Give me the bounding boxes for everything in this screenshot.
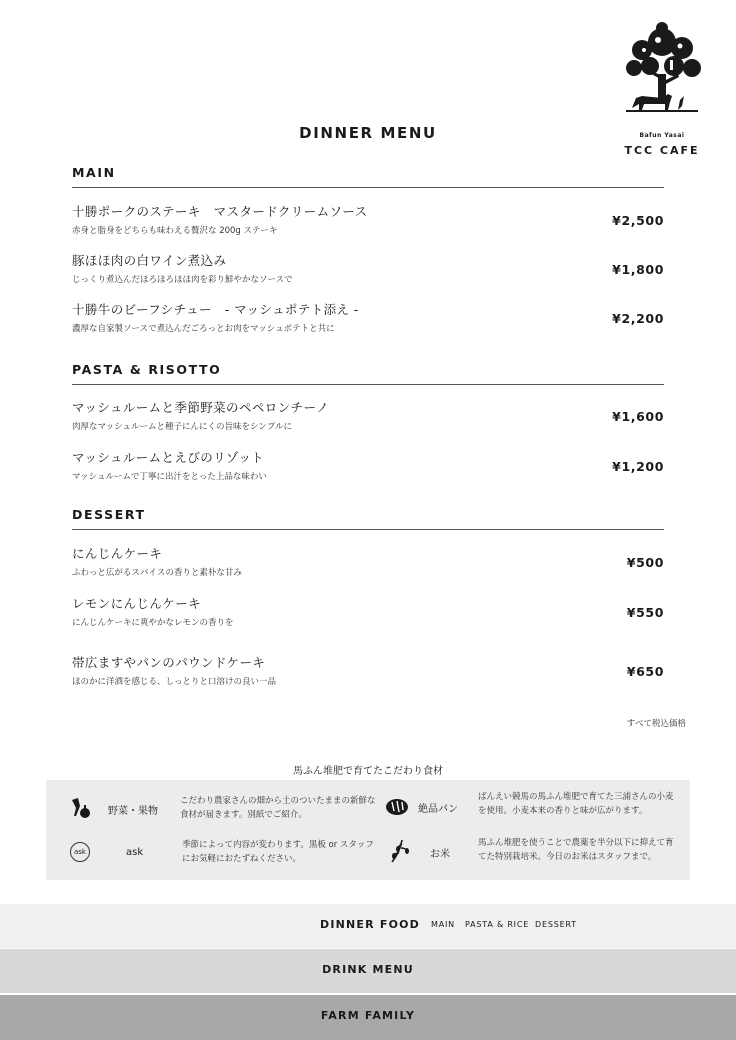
item-desc: じっくり煮込んだほろほろほほ肉を彩り鮮やかなソースで: [72, 275, 293, 285]
farm-label: 野菜・果物: [108, 806, 158, 817]
menu-item: [72, 398, 664, 438]
nav-farm-family-label[interactable]: FARM FAMILY: [320, 1009, 416, 1022]
item-price: ¥650: [626, 664, 664, 679]
item-desc: にんじんケーキに爽やかなレモンの香りを: [72, 618, 234, 628]
bread-icon: [384, 794, 410, 820]
menu-item: [72, 448, 664, 488]
item-name: 十勝牛のビーフシチュー - マッシュポテト添え -: [72, 302, 359, 317]
section-heading-main: MAIN: [72, 162, 664, 188]
item-name: マッシュルームと季節野菜のペペロンチーノ: [72, 400, 330, 415]
nav-drink-menu[interactable]: [0, 949, 736, 993]
item-desc: 濃厚な自家製ソースで煮込んだごろっとお肉をマッシュポテトと共に: [72, 324, 335, 334]
nav-farm-family[interactable]: [0, 995, 736, 1040]
item-desc: 赤身と脂身をどちらも味わえる贅沢な 200g ステーキ: [72, 226, 278, 236]
menu-item: [72, 300, 664, 340]
nav-sub-pasta-rice[interactable]: PASTA & RICE: [465, 920, 530, 929]
farm-label: お米: [430, 849, 450, 860]
vegetable-icon: [68, 796, 94, 822]
item-price: ¥1,200: [612, 459, 664, 474]
tree-horse-logo-icon: [618, 20, 706, 130]
item-desc: マッシュルームで丁寧に出汁をとった上品な味わい: [72, 472, 267, 482]
section-heading-dessert: DESSERT: [72, 504, 664, 530]
farm-label: 絶品パン: [418, 804, 458, 815]
nav-dinner-food-label[interactable]: DINNER FOOD: [320, 918, 420, 931]
farm-desc: 季節によって内容が変わります。黒板 or スタッフにお気軽におたずねください。: [182, 840, 374, 864]
farm-section-title: 馬ふん堆肥で育てたこだわり食材: [293, 766, 443, 777]
logo-subtitle: Bafun Yasai: [639, 132, 685, 139]
item-name: マッシュルームとえびのリゾット: [72, 450, 265, 465]
nav-sub-main[interactable]: MAIN: [431, 920, 455, 929]
farm-desc: ばんえい競馬の馬ふん堆肥で育てた三浦さんの小麦を使用。小麦本来の香りと味が広がります。: [478, 792, 674, 816]
item-name: 帯広ますやパンのパウンドケーキ: [72, 655, 266, 670]
item-price: ¥2,500: [612, 213, 664, 228]
item-price: ¥1,800: [612, 262, 664, 277]
item-name: 十勝ポークのステーキ マスタードクリームソース: [72, 204, 368, 219]
item-desc: 肉厚なマッシュルームと種子にんにくの旨味をシンプルに: [72, 422, 292, 432]
ask-icon: ask: [70, 842, 96, 868]
item-name: にんじんケーキ: [72, 546, 163, 561]
rice-icon: [388, 838, 414, 864]
nav-sub-dessert[interactable]: DESSERT: [535, 920, 577, 929]
farm-desc: こだわり農家さんの畑から土のついたままの新鮮な食材が届きます。別紙でご紹介。: [180, 796, 376, 820]
item-price: ¥1,600: [612, 409, 664, 424]
item-price: ¥550: [626, 605, 664, 620]
item-desc: ほのかに洋酒を感じる、しっとりと口溶けの良い一品: [72, 677, 277, 687]
farm-desc: 馬ふん堆肥を使うことで農薬を半分以下に抑えて育てた特別栽培米。今日のお米はスタッフまで。: [478, 838, 674, 862]
section-heading-pasta-risotto: PASTA & RISOTTO: [72, 359, 664, 385]
item-name: レモンにんじんケーキ: [72, 596, 202, 611]
farm-ingredients-box: [46, 780, 690, 880]
page-title: DINNER MENU: [299, 124, 437, 142]
nav-drink-menu-label[interactable]: DRINK MENU: [322, 963, 414, 976]
item-desc: ふわっと広がるスパイスの香りと素朴な甘み: [72, 568, 242, 578]
item-price: ¥2,200: [612, 311, 664, 326]
menu-item: [72, 653, 664, 693]
logo-name: TCC CAFE: [624, 144, 700, 157]
menu-item: [72, 594, 664, 634]
menu-item: [72, 202, 664, 242]
farm-label: ask: [126, 847, 144, 858]
nav-dinner-food[interactable]: [0, 904, 736, 948]
tax-note: すべて税込価格: [626, 719, 686, 729]
item-name: 豚ほほ肉の白ワイン煮込み: [72, 253, 227, 268]
item-price: ¥500: [626, 555, 664, 570]
menu-item: [72, 544, 664, 584]
menu-item: [72, 251, 664, 291]
